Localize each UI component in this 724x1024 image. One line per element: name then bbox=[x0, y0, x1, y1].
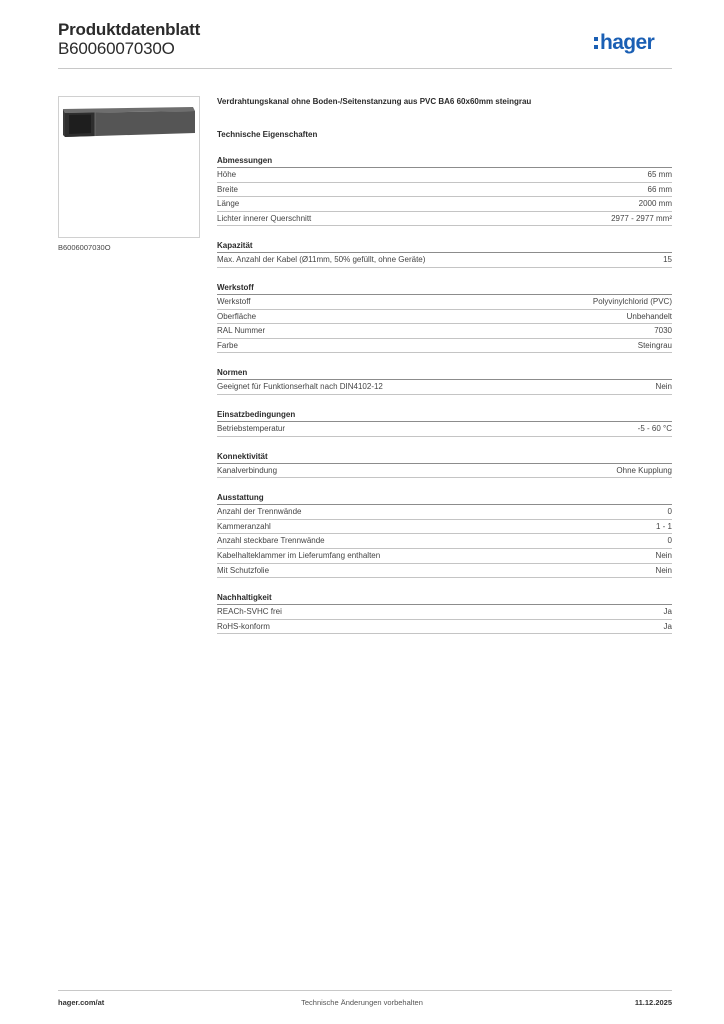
section-title: Werkstoff bbox=[217, 282, 672, 295]
property-value: 2977 - 2977 mm² bbox=[611, 213, 672, 223]
product-description: Verdrahtungskanal ohne Boden-/Seitenstanzung aus PVC BA6 60x60mm steingrau bbox=[217, 97, 532, 106]
footer-date: 11.12.2025 bbox=[634, 998, 672, 1007]
property-row bbox=[217, 197, 672, 212]
hager-logo bbox=[592, 28, 674, 56]
property-value: Ja bbox=[663, 607, 672, 617]
section-title: Nachhaltigkeit bbox=[217, 592, 672, 605]
section-title: Konnektivität bbox=[217, 451, 672, 464]
image-caption: B6006007030O bbox=[58, 243, 111, 252]
tech-properties-heading: Technische Eigenschaften bbox=[217, 130, 318, 139]
property-value: 66 mm bbox=[647, 184, 672, 194]
property-value: 15 bbox=[663, 255, 672, 265]
property-label: Anzahl der Trennwände bbox=[217, 507, 302, 517]
section-title: Ausstattung bbox=[217, 492, 672, 505]
property-value: 0 bbox=[667, 507, 672, 517]
cable-duct-image bbox=[59, 97, 199, 237]
property-label: Kabelhalteklammer im Lieferumfang enthalten bbox=[217, 550, 381, 560]
property-row bbox=[217, 168, 672, 183]
property-value: 1 - 1 bbox=[655, 521, 672, 531]
footer-divider bbox=[58, 990, 672, 991]
property-label: REACh-SVHC frei bbox=[217, 607, 282, 617]
footer-website-link[interactable]: hager.com/at bbox=[58, 998, 105, 1007]
property-row bbox=[217, 339, 672, 354]
property-value: Nein bbox=[655, 565, 672, 575]
section-kapazitaet bbox=[217, 240, 672, 268]
property-row bbox=[217, 464, 672, 479]
property-value: Ohne Kupplung bbox=[616, 465, 672, 475]
property-row bbox=[217, 605, 672, 620]
property-label: Max. Anzahl der Kabel (Ø11mm, 50% gefüllt, ohne Geräte) bbox=[217, 255, 426, 265]
property-row bbox=[217, 380, 672, 395]
page-title: Produktdatenblatt bbox=[58, 20, 201, 39]
section-konnektivitaet bbox=[217, 451, 672, 479]
section-title: Kapazität bbox=[217, 240, 672, 253]
property-row bbox=[217, 549, 672, 564]
property-label: Werkstoff bbox=[217, 296, 251, 306]
property-label: Oberfläche bbox=[217, 311, 257, 321]
property-row bbox=[217, 183, 672, 198]
property-label: RoHS-konform bbox=[217, 621, 270, 631]
property-value: -5 - 60 °C bbox=[637, 423, 672, 433]
section-nachhaltigkeit bbox=[217, 592, 672, 634]
property-row bbox=[217, 310, 672, 325]
property-value: 65 mm bbox=[647, 170, 672, 179]
product-code: B6006007030O bbox=[58, 39, 175, 58]
section-ausstattung bbox=[217, 492, 672, 578]
property-label: Kanalverbindung bbox=[217, 465, 278, 475]
property-label: Betriebstemperatur bbox=[217, 423, 286, 433]
section-normen bbox=[217, 367, 672, 395]
property-value: Nein bbox=[655, 382, 672, 392]
property-label: Kammeranzahl bbox=[217, 521, 271, 531]
section-werkstoff bbox=[217, 282, 672, 353]
section-title: Abmessungen bbox=[217, 155, 672, 168]
property-row bbox=[217, 520, 672, 535]
property-value: Ja bbox=[663, 621, 672, 631]
header-divider bbox=[58, 68, 672, 69]
property-row bbox=[217, 324, 672, 339]
property-label: Mit Schutzfolie bbox=[217, 565, 270, 575]
property-value: 7030 bbox=[654, 326, 672, 336]
property-value: 2000 mm bbox=[638, 199, 672, 209]
section-einsatzbedingungen bbox=[217, 409, 672, 437]
property-label: Länge bbox=[217, 199, 240, 209]
product-image bbox=[58, 96, 200, 238]
svg-text:hager: hager bbox=[600, 31, 655, 54]
footer-disclaimer: Technische Änderungen vorbehalten bbox=[301, 998, 423, 1007]
section-title: Einsatzbedingungen bbox=[217, 409, 672, 422]
property-value: Unbehandelt bbox=[626, 311, 672, 321]
property-row bbox=[217, 295, 672, 310]
property-row bbox=[217, 505, 672, 520]
property-value: 0 bbox=[667, 536, 672, 546]
property-value: Steingrau bbox=[637, 340, 672, 350]
property-value: Nein bbox=[655, 550, 672, 560]
property-row bbox=[217, 212, 672, 227]
property-label: Breite bbox=[217, 184, 238, 194]
property-label: Geeignet für Funktionserhalt nach DIN4102-12 bbox=[217, 382, 383, 392]
property-value: Polyvinylchlorid (PVC) bbox=[592, 296, 672, 306]
section-abmessungen bbox=[217, 155, 672, 226]
property-label: Höhe bbox=[217, 170, 237, 179]
property-row bbox=[217, 534, 672, 549]
property-label: Farbe bbox=[217, 340, 238, 350]
property-label: Anzahl steckbare Trennwände bbox=[217, 536, 325, 546]
properties-panel bbox=[217, 96, 672, 634]
property-row bbox=[217, 253, 672, 268]
property-row bbox=[217, 422, 672, 437]
section-title: Normen bbox=[217, 367, 672, 380]
property-row bbox=[217, 620, 672, 635]
property-label: RAL Nummer bbox=[217, 326, 266, 336]
property-row bbox=[217, 564, 672, 579]
property-label: Lichter innerer Querschnitt bbox=[217, 213, 312, 223]
